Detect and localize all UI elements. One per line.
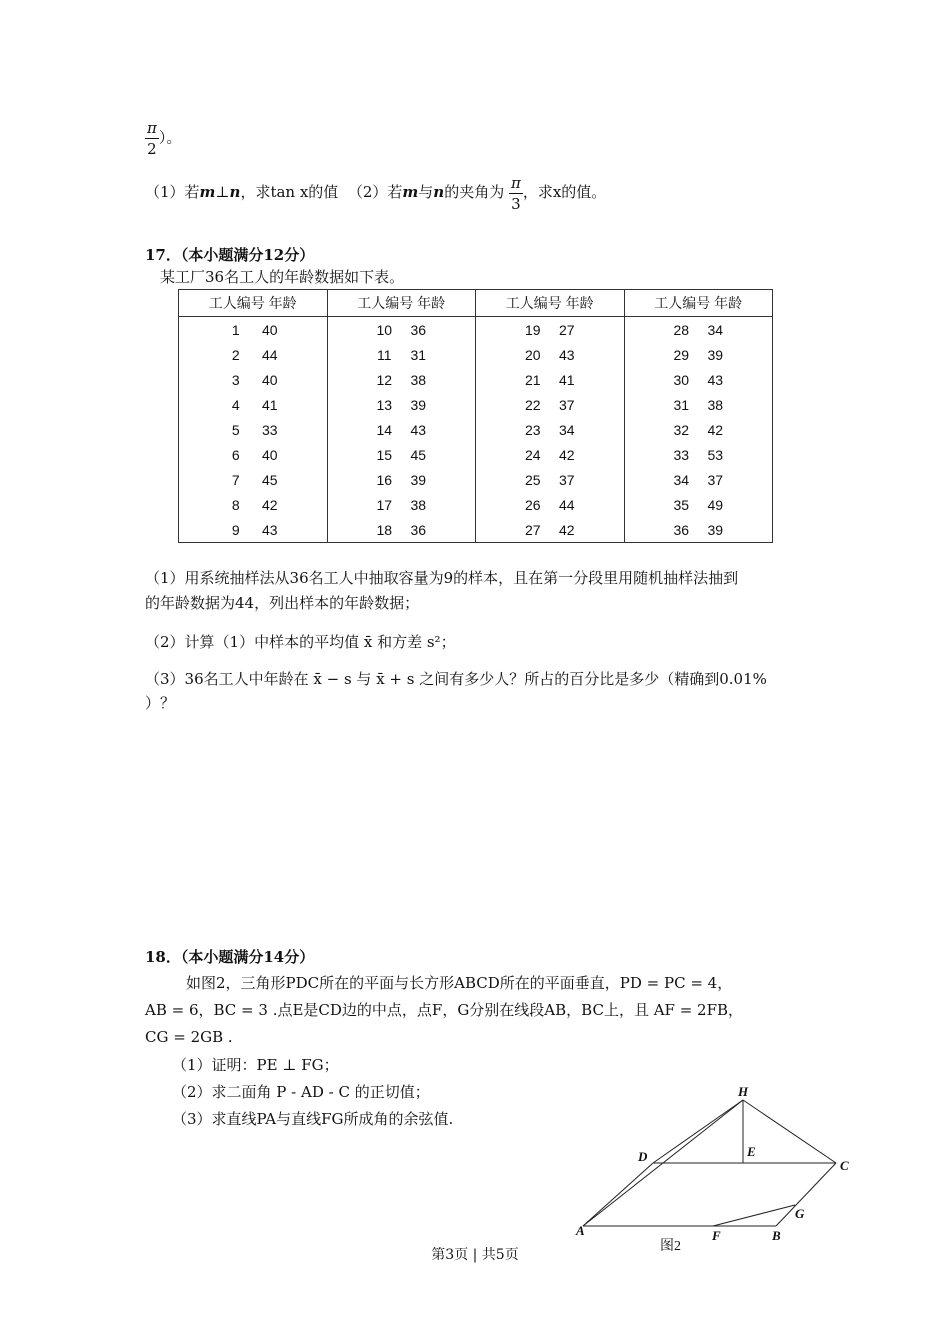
table-row — [179, 367, 773, 392]
worker-age: 34 — [707, 321, 724, 338]
label-C: C — [840, 1158, 849, 1173]
worker-id: 16 — [376, 471, 393, 488]
table-cell — [476, 392, 625, 417]
table-header-cell: 工人编号 年龄 — [179, 290, 328, 317]
worker-age: 39 — [410, 396, 427, 413]
worker-id: 20 — [524, 346, 541, 363]
table-cell — [179, 492, 328, 517]
worker-id: 30 — [673, 371, 690, 388]
worker-id: 28 — [673, 321, 690, 338]
worker-age: 43 — [558, 346, 575, 363]
table-cell — [624, 367, 773, 392]
q16-subquestions: （1）若m⊥n，求tan x的值 （2）若m与n的夹角为 $\frac{\pi}{3}$ ，求x的值。 — [145, 173, 607, 213]
worker-age: 39 — [707, 346, 724, 363]
q17-title: 17．（本小题满分12分） — [145, 246, 315, 264]
table-cell — [179, 517, 328, 543]
worker-age: 37 — [707, 471, 724, 488]
worker-age: 37 — [558, 396, 575, 413]
label-E: E — [747, 1144, 756, 1159]
worker-age: 38 — [707, 396, 724, 413]
worker-age: 38 — [410, 496, 427, 513]
table-cell — [476, 467, 625, 492]
worker-id: 35 — [673, 496, 690, 513]
worker-id: 1 — [231, 321, 240, 338]
table-cell — [624, 392, 773, 417]
worker-id: 9 — [231, 521, 240, 538]
pi-over-3-fraction: $\frac{\pi}{3}$ — [510, 173, 521, 213]
table-cell — [476, 517, 625, 543]
worker-age: 45 — [261, 471, 278, 488]
table-row — [179, 392, 773, 417]
worker-id: 23 — [524, 421, 541, 438]
table-cell — [327, 517, 476, 543]
label-G: G — [795, 1206, 805, 1221]
worker-age: 27 — [558, 321, 575, 338]
worker-id: 19 — [524, 321, 541, 338]
table-cell — [327, 467, 476, 492]
worker-id: 3 — [231, 371, 240, 388]
worker-id: 22 — [524, 396, 541, 413]
q17-part3-line2: ）？ — [145, 694, 176, 712]
worker-age: 53 — [707, 446, 724, 463]
table-cell — [179, 392, 328, 417]
worker-id: 27 — [524, 521, 541, 538]
page-footer: 第3页 | 共5页 — [431, 1247, 519, 1263]
worker-id: 13 — [376, 396, 393, 413]
worker-id: 17 — [376, 496, 393, 513]
worker-age: 42 — [558, 446, 575, 463]
worker-id: 18 — [376, 521, 393, 538]
worker-id: 15 — [376, 446, 393, 463]
worker-id: 21 — [524, 371, 541, 388]
table-cell — [179, 467, 328, 492]
table-cell — [624, 342, 773, 367]
table-cell — [327, 492, 476, 517]
worker-age: 40 — [261, 371, 278, 388]
worker-age: 39 — [707, 521, 724, 538]
edge-DH — [653, 1100, 743, 1163]
worker-id: 25 — [524, 471, 541, 488]
worker-id: 7 — [231, 471, 240, 488]
worker-age: 40 — [261, 321, 278, 338]
q17-part2: （2）计算（1）中样本的平均值 x̄ 和方差 s²； — [145, 633, 456, 651]
table-row — [179, 342, 773, 367]
table-header-row — [179, 290, 773, 317]
label-F: F — [712, 1228, 721, 1243]
age-table — [178, 289, 773, 543]
worker-age: 41 — [261, 396, 278, 413]
table-cell — [624, 517, 773, 543]
table-cell — [624, 317, 773, 343]
table-cell — [327, 342, 476, 367]
worker-age: 44 — [261, 346, 278, 363]
worker-id: 11 — [376, 346, 392, 363]
table-header-cell: 工人编号 年龄 — [624, 290, 773, 317]
table-header-cell: 工人编号 年龄 — [327, 290, 476, 317]
worker-age: 41 — [558, 371, 575, 388]
q17-part3-line1: （3）36名工人中年龄在 x̄ − s 与 x̄ + s 之间有多少人？所占的百分比是多少（精确到0.01% — [145, 670, 767, 688]
worker-id: 26 — [524, 496, 541, 513]
worker-age: 40 — [261, 446, 278, 463]
worker-age: 43 — [410, 421, 427, 438]
q17-intro: 某工厂36名工人的年龄数据如下表。 — [160, 268, 405, 286]
pi-over-2-fraction: $\frac{\pi}{2}$ — [147, 119, 157, 158]
table-cell — [476, 492, 625, 517]
worker-age: 42 — [558, 521, 575, 538]
worker-id: 29 — [673, 346, 690, 363]
q18-part1: （1）证明：PE ⊥ FG； — [172, 1056, 339, 1074]
table-cell — [624, 492, 773, 517]
worker-id: 32 — [673, 421, 690, 438]
worker-age: 38 — [410, 371, 427, 388]
label-A: A — [576, 1223, 585, 1238]
worker-id: 12 — [376, 371, 393, 388]
worker-age: 43 — [261, 521, 278, 538]
table-cell — [179, 442, 328, 467]
table-row — [179, 517, 773, 543]
table-header-cell: 工人编号 年龄 — [476, 290, 625, 317]
worker-id: 8 — [231, 496, 240, 513]
worker-age: 45 — [410, 446, 427, 463]
worker-id: 24 — [524, 446, 541, 463]
figure-2-diagram — [570, 1085, 860, 1260]
q18-part3: （3）求直线PA与直线FG所成角的余弦值. — [172, 1110, 454, 1128]
worker-age: 39 — [410, 471, 427, 488]
worker-age: 49 — [707, 496, 724, 513]
table-cell — [327, 367, 476, 392]
worker-age: 33 — [261, 421, 278, 438]
q17-part1-line1: （1）用系统抽样法从36名工人中抽取容量为9的样本，且在第一分段里用随机抽样法抽到 — [145, 569, 739, 587]
label-D: D — [638, 1149, 648, 1164]
table-cell — [476, 342, 625, 367]
table-cell — [327, 442, 476, 467]
worker-id: 33 — [673, 446, 690, 463]
worker-id: 14 — [376, 421, 393, 438]
table-cell — [476, 442, 625, 467]
table-cell — [476, 317, 625, 343]
q18-line2: AB = 6，BC = 3 .点E是CD边的中点，点F，G分别在线段AB，BC上，且 AF = 2FB， — [145, 1001, 744, 1019]
figure-caption: 图2 — [660, 1239, 681, 1254]
table-cell — [179, 367, 328, 392]
table-row — [179, 317, 773, 343]
worker-id: 36 — [673, 521, 690, 538]
worker-age: 37 — [558, 471, 575, 488]
table-cell — [624, 417, 773, 442]
table-cell — [624, 442, 773, 467]
worker-age: 36 — [410, 521, 427, 538]
edge-AD — [583, 1163, 653, 1226]
table-row — [179, 492, 773, 517]
q18-line1: 如图2，三角形PDC所在的平面与长方形ABCD所在的平面垂直，PD = PC = 4， — [186, 974, 733, 992]
worker-age: 31 — [410, 346, 427, 363]
table-row — [179, 442, 773, 467]
q18-line3: CG = 2GB . — [145, 1028, 233, 1046]
worker-id: 31 — [673, 396, 690, 413]
edge-FG — [713, 1205, 795, 1226]
worker-age: 44 — [558, 496, 575, 513]
edge-BC — [776, 1163, 836, 1226]
worker-age: 42 — [707, 421, 724, 438]
worker-age: 34 — [558, 421, 575, 438]
table-cell — [476, 417, 625, 442]
table-cell — [179, 317, 328, 343]
q18-part2: （2）求二面角 P - AD - C 的正切值； — [172, 1083, 430, 1101]
table-cell — [624, 467, 773, 492]
worker-age: 43 — [707, 371, 724, 388]
table-cell — [327, 417, 476, 442]
worker-age: 42 — [261, 496, 278, 513]
q18-title: 18．（本小题满分14分） — [145, 948, 315, 966]
table-row — [179, 417, 773, 442]
worker-id: 2 — [231, 346, 240, 363]
worker-id: 10 — [376, 321, 393, 338]
worker-id: 4 — [231, 396, 240, 413]
table-cell — [476, 367, 625, 392]
table-row — [179, 467, 773, 492]
table-cell — [179, 342, 328, 367]
worker-id: 34 — [673, 471, 690, 488]
worker-id: 6 — [231, 446, 240, 463]
label-B: B — [772, 1228, 781, 1243]
label-H: H — [738, 1085, 749, 1099]
worker-age: 36 — [410, 321, 427, 338]
q16-fraction-line: $\frac{\pi}{2}$ ）。 — [147, 119, 182, 158]
table-cell — [327, 392, 476, 417]
edge-HC — [743, 1100, 836, 1163]
table-cell — [179, 417, 328, 442]
worker-id: 5 — [231, 421, 240, 438]
table-cell — [327, 317, 476, 343]
q17-part1-line2: 的年龄数据为44，列出样本的年龄数据； — [145, 594, 420, 612]
